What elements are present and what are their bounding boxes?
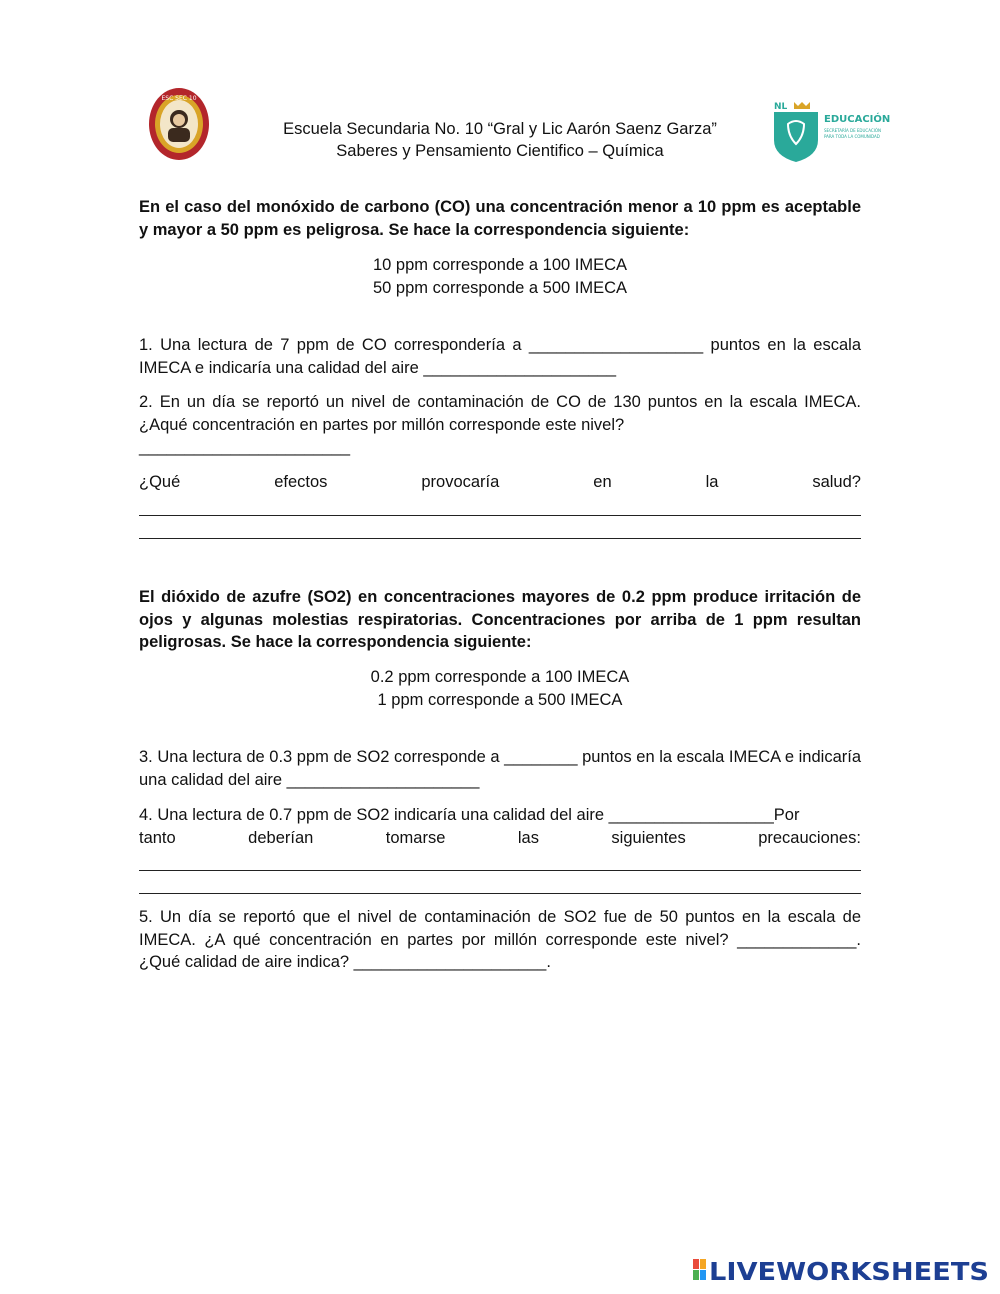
q2b-word: efectos xyxy=(274,473,328,491)
education-nl-logo xyxy=(772,100,900,162)
question-2b xyxy=(139,471,861,539)
school-seal-logo xyxy=(148,86,210,162)
school-name: Escuela Secundaria No. 10 “Gral y Lic Aarón Saenz Garza” xyxy=(283,120,717,138)
svg-text:LIVEWORKSHEETS: LIVEWORKSHEETS xyxy=(709,1257,989,1285)
so2-correspondence-1: 0.2 ppm corresponde a 100 IMECA xyxy=(370,668,630,686)
q2b-word: ¿Qué xyxy=(139,473,181,491)
co-intro-paragraph: En el caso del monóxido de carbono (CO) una concentración menor a 10 ppm es aceptable y mayor a 50 ppm es peligrosa. Se hace la correspondencia siguiente: xyxy=(139,198,861,239)
question-1: 1. Una lectura de 7 ppm de CO correspondería a ___________________ puntos en la escala IMECA e indicaría una calidad del aire _____________________ xyxy=(139,336,861,377)
q2b-word: salud? xyxy=(812,473,861,491)
question-4-line-2 xyxy=(139,827,861,850)
q4-word: tomarse xyxy=(385,828,446,847)
q2b-word: provocaría xyxy=(421,473,500,491)
q2b-word: la xyxy=(705,473,719,491)
so2-correspondence xyxy=(139,666,861,711)
co-correspondence xyxy=(139,254,861,299)
document-header xyxy=(230,118,770,162)
question-2-text: 2. En un día se reportó un nivel de contaminación de CO de 130 puntos en la escala IMECA. ¿Aqué concentración en partes por millón corresponde este nivel? xyxy=(139,393,861,434)
q4-word: precauciones: xyxy=(758,828,861,847)
co-correspondence-1: 10 ppm corresponde a 100 IMECA xyxy=(372,256,628,274)
answer-line[interactable] xyxy=(139,538,861,539)
question-2 xyxy=(139,391,861,459)
question-4 xyxy=(139,804,861,894)
answer-line[interactable] xyxy=(139,515,861,516)
so2-intro-paragraph: El dióxido de azufre (SO2) en concentraciones mayores de 0.2 ppm produce irritación de ojos y algunas molestias respiratorias. Concentraciones por arriba de 1 ppm resultan peligrosas. Se hace la correspondencia siguiente: xyxy=(139,588,861,651)
answer-line[interactable] xyxy=(139,870,861,871)
svg-text:ESC SEC 10: ESC SEC 10 xyxy=(161,95,197,102)
svg-text:SECRETARÍA DE EDUCACIÓN: SECRETARÍA DE EDUCACIÓN xyxy=(824,128,881,133)
q2b-word: en xyxy=(593,473,612,491)
question-5: 5. Un día se reportó que el nivel de contaminación de SO2 fue de 50 puntos en la escala de IMECA. ¿A qué concentración en partes por millón corresponde este nivel? _____________. ¿Qué calidad de aire indica? _____________________. xyxy=(139,908,861,971)
liveworksheets-logo xyxy=(693,1255,993,1285)
co-correspondence-2: 50 ppm corresponde a 500 IMECA xyxy=(372,278,628,297)
answer-line[interactable] xyxy=(139,893,861,894)
question-2b-text xyxy=(139,471,861,494)
q4-word: las xyxy=(517,828,539,847)
q4-word: siguientes xyxy=(611,828,686,847)
question-3: 3. Una lectura de 0.3 ppm de SO2 corresponde a ________ puntos en la escala IMECA e indicaría una calidad del aire _____________________ xyxy=(139,748,861,789)
q4-word: deberían xyxy=(248,828,314,847)
question-2-answer-blank[interactable]: _______________________ xyxy=(139,438,351,456)
svg-text:EDUCACIÓN: EDUCACIÓN xyxy=(824,114,891,125)
svg-text:NL: NL xyxy=(774,102,788,112)
q4-word: tanto xyxy=(139,828,176,847)
subject-name: Saberes y Pensamiento Cientifico – Química xyxy=(336,142,664,160)
question-4-line-1: 4. Una lectura de 0.7 ppm de SO2 indicaría una calidad del aire __________________Por xyxy=(139,806,800,824)
svg-text:PARA TODA LA COMUNIDAD: PARA TODA LA COMUNIDAD xyxy=(824,134,880,139)
so2-correspondence-2: 1 ppm corresponde a 500 IMECA xyxy=(377,690,623,709)
